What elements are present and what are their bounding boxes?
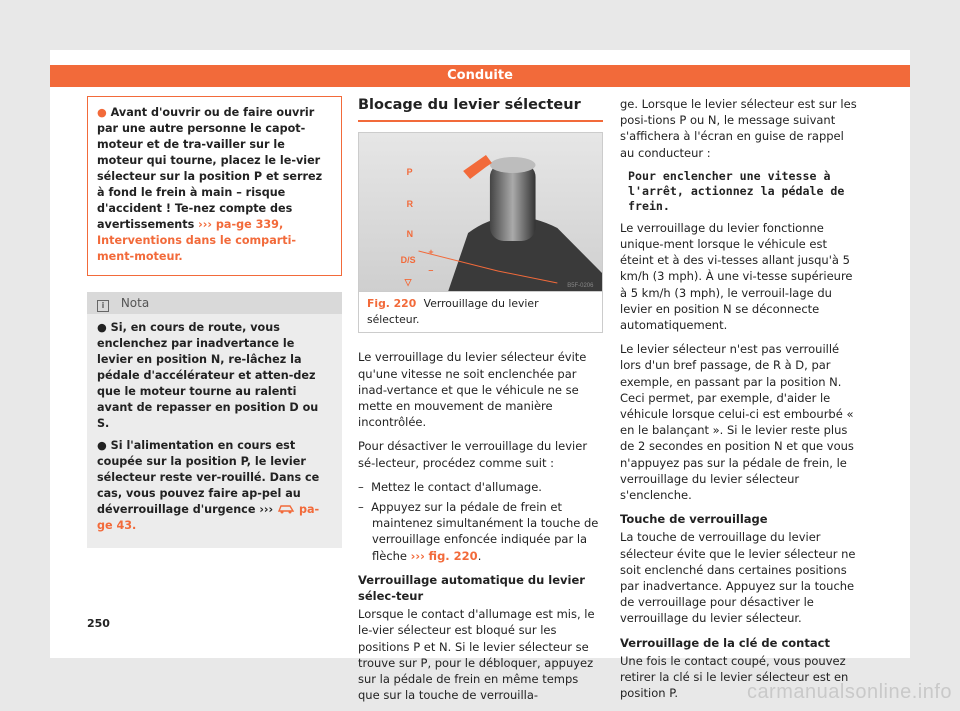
section-title: Blocage du levier sélecteur <box>358 96 603 122</box>
nota-header <box>87 292 342 314</box>
chapter-header: Conduite <box>50 65 910 87</box>
step-link[interactable]: fig. 220 <box>428 548 478 563</box>
warning-link[interactable]: pa-ge 339, Interventions dans le comparti-ment-moteur. <box>97 218 297 263</box>
step-text: Mettez le contact d'allumage. <box>371 479 542 494</box>
gear-label-p: P <box>406 166 413 178</box>
dash-marker: – <box>358 479 364 494</box>
step-end: . <box>477 548 482 563</box>
nota-title: Nota <box>120 296 150 310</box>
figure-code: B5F-0206 <box>567 282 594 290</box>
nota-bullet-icon: ● <box>97 321 107 334</box>
plus-label: + <box>428 246 434 258</box>
watermark: carmanualsonline.info <box>746 681 952 703</box>
warning-text: Avant d'ouvrir ou de faire ouvrir par une autre personne le capot-moteur et de tra-vailler sur le moteur qui tourne, placez le le-vier sélecteur sur la position P et serrez à fond le frein à main – risque d'accident ! Te-nez compte des avertissements <box>97 106 323 231</box>
nota-arrows: ››› <box>259 503 274 516</box>
figure-caption-text: Verrouillage du levier sélecteur. <box>367 297 539 327</box>
deactivate-paragraph: Pour désactiver le verrouillage du levier sé-lecteur, procédez comme suit : <box>358 439 588 470</box>
right-column <box>620 96 858 710</box>
warning-box <box>87 96 342 276</box>
nota-box <box>87 292 342 548</box>
left-column <box>87 96 342 548</box>
lock-button-heading: Touche de verrouillage <box>620 512 768 527</box>
gear-lever-illustration <box>359 133 602 291</box>
nota-item-text: Si l'alimentation en cours est coupée sur la position P, le levier sélecteur reste ver-rouillé. Dans ce cas, vous pouvez faire ap-pel au déverrouillage d'urgence <box>97 439 320 516</box>
step-arrows: ››› <box>410 548 425 563</box>
display-message: Pour enclencher une vitesse à l'arrêt, actionnez la pédale de frein. <box>628 168 845 213</box>
dash-marker: – <box>358 500 364 515</box>
key-lock-heading: Verrouillage de la clé de contact <box>620 635 830 650</box>
middle-column <box>358 96 603 711</box>
step-2 <box>358 499 603 564</box>
gear-label-n: N <box>406 228 414 240</box>
paragraph-speed: Le verrouillage du levier fonctionne unique-ment lorsque le véhicule est éteint et à des vi-tesses allant jusqu'à 5 km/h (3 mph). À une vi-tesse supérieure à 5 km/h (3 mph), le verrouil-lage du levier en position N se déconnecte automatiquement. <box>620 220 853 333</box>
warning-arrows: ››› <box>198 218 213 231</box>
minus-label: – <box>428 264 434 276</box>
figure-caption <box>359 291 602 332</box>
nota-item-1 <box>87 314 342 432</box>
auto-lock-heading: Verrouillage automatique du levier sélec-teur <box>358 572 585 604</box>
intro-paragraph: Le verrouillage du levier sélecteur évite qu'une vitesse ne soit enclenchée par inad-vertance et que le véhicule ne se mette en mouvement de manière incontrôlée. <box>358 350 587 430</box>
auto-lock-text: Lorsque le contact d'allumage est mis, le le-vier sélecteur est bloqué sur les positions P et N. Si le levier sélecteur se trouve sur P, pour le débloquer, appuyez sur la pédale de frein en même temps que sur la touche de verrouilla- <box>358 607 595 703</box>
nota-item-2 <box>87 432 342 534</box>
step-1 <box>358 479 603 495</box>
gear-label-r: R <box>406 198 414 210</box>
nota-bullet-icon: ● <box>97 439 107 452</box>
gear-label-ds: D/S <box>400 254 416 266</box>
key-lock-text: Une fois le contact coupé, vous pouvez retirer la clé si le levier sélecteur est en position P. <box>620 653 849 701</box>
info-icon: i <box>97 300 109 312</box>
lock-button-text: La touche de verrouillage du levier sélecteur évite que le levier sélecteur ne soit enclenché dans certaines positions par inadvertance. Appuyez sur la touche de verrouillage pour désactiver le verrouillage du levier sélecteur. <box>620 530 856 626</box>
page-number: 250 <box>87 617 110 630</box>
car-warning-icon <box>277 503 295 514</box>
figure-number: Fig. 220 <box>367 297 417 310</box>
paragraph-rocking: Le levier sélecteur n'est pas verrouillé lors d'un bref passage, de R à D, par exemple, en passant par la position N. Ceci permet, par exemple, d'aider le véhicule lorsque celui-ci est embourbé « en le balançant ». Si le levier reste plus de 2 secondes en position N et que vous n'appuyez pas sur la pédale de frein, le verrouillage du levier sélecteur s'enclenche. <box>620 342 854 503</box>
continuation-paragraph: ge. Lorsque le levier sélecteur est sur les posi-tions P ou N, le message suivant s'affichera à l'écran en guise de rappel au conducteur : <box>620 97 857 160</box>
nota-item-text: Si, en cours de route, vous enclenchez par inadvertance le levier en position N, re-lâchez la pédale d'accélérateur et atten-dez que le moteur tourne au ralenti avant de repasser en position D ou S. <box>97 321 319 430</box>
figure-220 <box>358 132 603 333</box>
nota-link[interactable]: pa-ge 43. <box>97 503 320 532</box>
warning-bullet-icon: ● <box>97 106 107 119</box>
step-text: Appuyez sur la pédale de frein et maintenez simultanément la touche de verrouillage enfoncée indiquée par la flèche <box>371 500 599 563</box>
gear-label-down: ▽ <box>404 276 412 288</box>
